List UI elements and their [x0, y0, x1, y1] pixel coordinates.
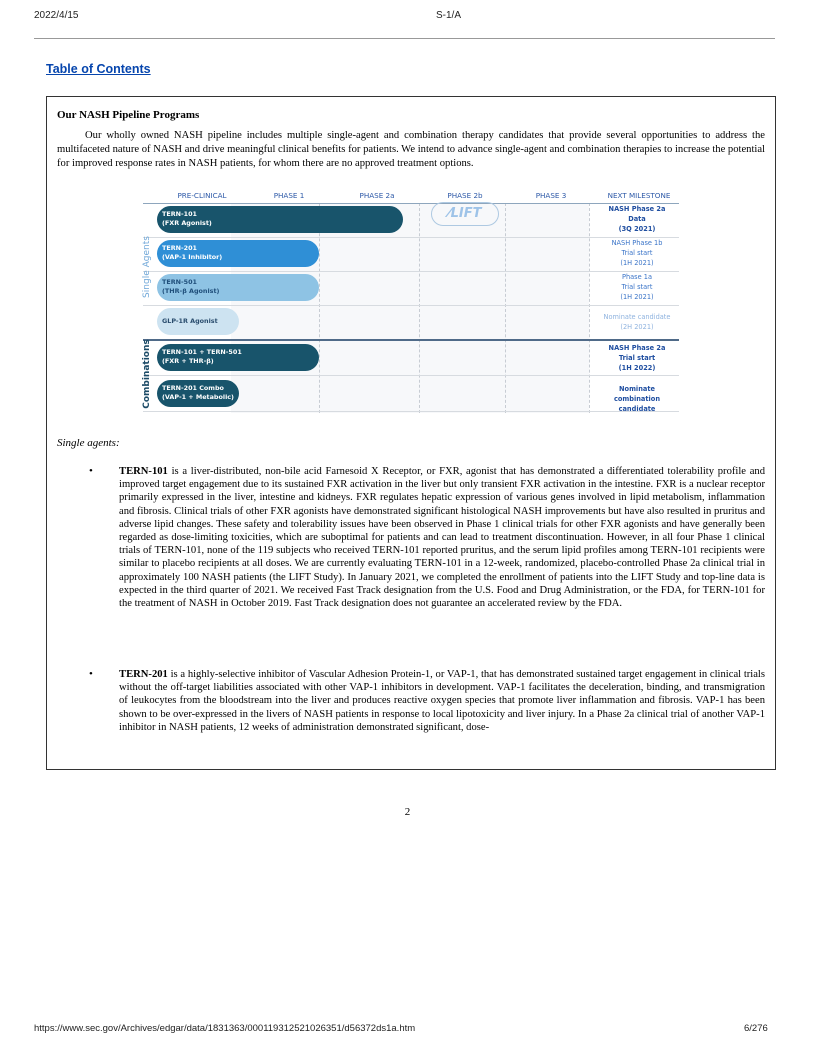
milestone-line: Data	[628, 215, 646, 223]
program-target: (FXR Agonist)	[162, 219, 212, 227]
footer-page: 6/276	[744, 1023, 768, 1034]
bullet-paragraph	[119, 465, 765, 610]
row-line	[143, 305, 679, 306]
bullet-paragraph	[119, 668, 765, 734]
milestone-line: Trial start	[618, 354, 656, 362]
section-title: Our NASH Pipeline Programs	[57, 109, 200, 121]
content-frame	[46, 96, 776, 770]
milestone-line: Trial start	[621, 283, 653, 291]
program-bar	[157, 206, 403, 233]
program-bar	[157, 274, 319, 301]
milestone-line: (1H 2021)	[620, 293, 654, 301]
program-target: (FXR + THR-β)	[162, 357, 214, 365]
lift-study-badge: ⁄LIFT	[431, 202, 499, 226]
milestone-line: NASH Phase 2a	[608, 344, 666, 352]
bullet-dot: •	[89, 668, 93, 680]
bullet-lead: TERN-201	[119, 669, 168, 680]
lift-label: LIFT	[450, 206, 482, 221]
group-separator	[143, 339, 679, 341]
program-bar	[157, 308, 239, 335]
header-rule	[34, 38, 775, 39]
milestone-line: candidate	[618, 405, 656, 413]
program-name: TERN-201	[162, 244, 197, 252]
program-name: GLP-1R Agonist	[162, 317, 218, 325]
milestone-line: Nominate combination	[613, 385, 661, 403]
program-bar	[157, 240, 319, 267]
bullet-text: is a liver-distributed, non-bile acid Farnesoid X Receptor, or FXR, agonist that has demonstrated a differentiated tolerability profile and improved target engagement due to its sustained FXR activation in the liver but only transient FXR activation in the intestine. FXR is a nuclear receptor primarily expressed in the liver, intestine and kidneys. FXR regulates hepatic expression of various genes involved in lipid metabolism, inflammation and fibrosis. Clinical trials of other FXR agonists have demonstrated significant histological NASH improvements but have also resulted in pruritus and adverse lipid changes. These safety and tolerability issues have been observed in Phase 1 clinical trials for other FXR agonists and have generally been regarded as dose-limiting toxicities, which are suboptimal for patients and can lead to treatment discontinuation. However, in all four Phase 1 clinical trials of TERN-101, none of the 119 subjects who received TERN-101 reported pruritus, and the serum lipid profiles among TERN-101 recipients were similar to placebo recipients at all doses. We are currently evaluating TERN-101 in a 12-week, randomized, placebo-controlled Phase 2a clinical trial in approximately 100 NASH patients (the LIFT Study). In January 2021, we completed the enrollment of patients into the LIFT Study and top-line data is expected in the third quarter of 2021. We received Fast Track designation from the U.S. Food and Drug Administration, or the FDA, for TERN-101 for the treatment of NASH in October 2019. Fast Track designation does not guarantee an accelerated review by the FDA.	[119, 466, 765, 610]
grid-background	[231, 203, 589, 413]
group-label-combo: Combinations	[142, 339, 152, 409]
milestone-tern501	[595, 272, 679, 302]
milestone-glp1r	[595, 312, 679, 332]
grid-divider	[319, 203, 320, 413]
page-number: 2	[404, 806, 411, 818]
header-form: S-1/A	[436, 10, 462, 21]
grid-divider	[505, 203, 506, 413]
milestone-line: Trial start	[621, 249, 653, 257]
milestone-line: NASH Phase 2a	[608, 205, 666, 213]
grid-divider	[419, 203, 420, 413]
milestone-line: (2H 2021)	[620, 323, 654, 331]
milestone-line: Phase 1a	[621, 273, 653, 281]
header-date: 2022/4/15	[34, 10, 79, 21]
col-phase3: PHASE 3	[535, 191, 567, 200]
row-line	[143, 375, 679, 376]
milestone-combo2	[595, 384, 679, 414]
bullet-text: is a highly-selective inhibitor of Vascular Adhesion Protein-1, or VAP-1, that has demonstrated sustained target engagement in clinical trials without the off-target liabilities associated with other VAP-1 inhibitors in development. VAP-1 facilitates the deceleration, binding, and transmigration of leukocytes from the bloodstream into the liver and produces reactive oxygen species that promote liver inflammation and fibrosis. VAP-1 has been shown to be over-expressed in the livers of NASH patients in response to local lipotoxicity and liver injury. In a Phase 2a clinical trial of another VAP-1 inhibitor in NASH patients, 12 weeks of administration demonstrated significant, dose-	[119, 669, 765, 733]
intro-paragraph: Our wholly owned NASH pipeline includes multiple single-agent and combination therapy candidates that provide several opportunities to address the multifaceted nature of NASH and drive meaningful clinical benefits for patients. We intend to advance single-agent and combination therapies to increase the potential for improved response rates in NASH patients, for whom there are no approved treatment options.	[57, 130, 765, 169]
program-target: (VAP-1 + Metabolic)	[162, 393, 234, 401]
bullet-dot: •	[89, 465, 93, 477]
milestone-line: NASH Phase 1b	[611, 239, 663, 247]
milestone-line: Nominate candidate	[603, 313, 671, 321]
program-bar	[157, 344, 319, 371]
col-phase2a: PHASE 2a	[359, 191, 395, 200]
program-name: TERN-101	[162, 210, 197, 218]
milestone-line: (1H 2022)	[618, 364, 656, 372]
milestone-combo1	[595, 343, 679, 373]
milestone-line: (1H 2021)	[620, 259, 654, 267]
col-next-milestone: NEXT MILESTONE	[607, 191, 671, 200]
program-target: (THR-β Agonist)	[162, 287, 220, 295]
milestone-tern201	[595, 238, 679, 268]
program-name: TERN-501	[162, 278, 197, 286]
col-preclinical: PRE-CLINICAL	[177, 191, 227, 200]
col-phase1: PHASE 1	[273, 191, 305, 200]
pipeline-chart	[143, 191, 679, 417]
program-name: TERN-201 Combo	[162, 384, 224, 392]
program-name: TERN-101 + TERN-501	[162, 348, 242, 356]
table-of-contents-link[interactable]: Table of Contents	[46, 62, 151, 76]
program-target: (VAP-1 Inhibitor)	[162, 253, 223, 261]
milestone-tern101	[595, 204, 679, 234]
grid-divider	[589, 203, 590, 413]
program-bar	[157, 380, 239, 407]
footer-url: https://www.sec.gov/Archives/edgar/data/1831363/000119312521026351/d56372ds1a.htm	[34, 1023, 416, 1034]
single-agents-heading: Single agents:	[57, 437, 120, 449]
milestone-line: (3Q 2021)	[618, 225, 656, 233]
bullet-lead: TERN-101	[119, 466, 168, 477]
group-label-single: Single Agents	[142, 236, 152, 298]
col-phase2b: PHASE 2b	[447, 191, 483, 200]
